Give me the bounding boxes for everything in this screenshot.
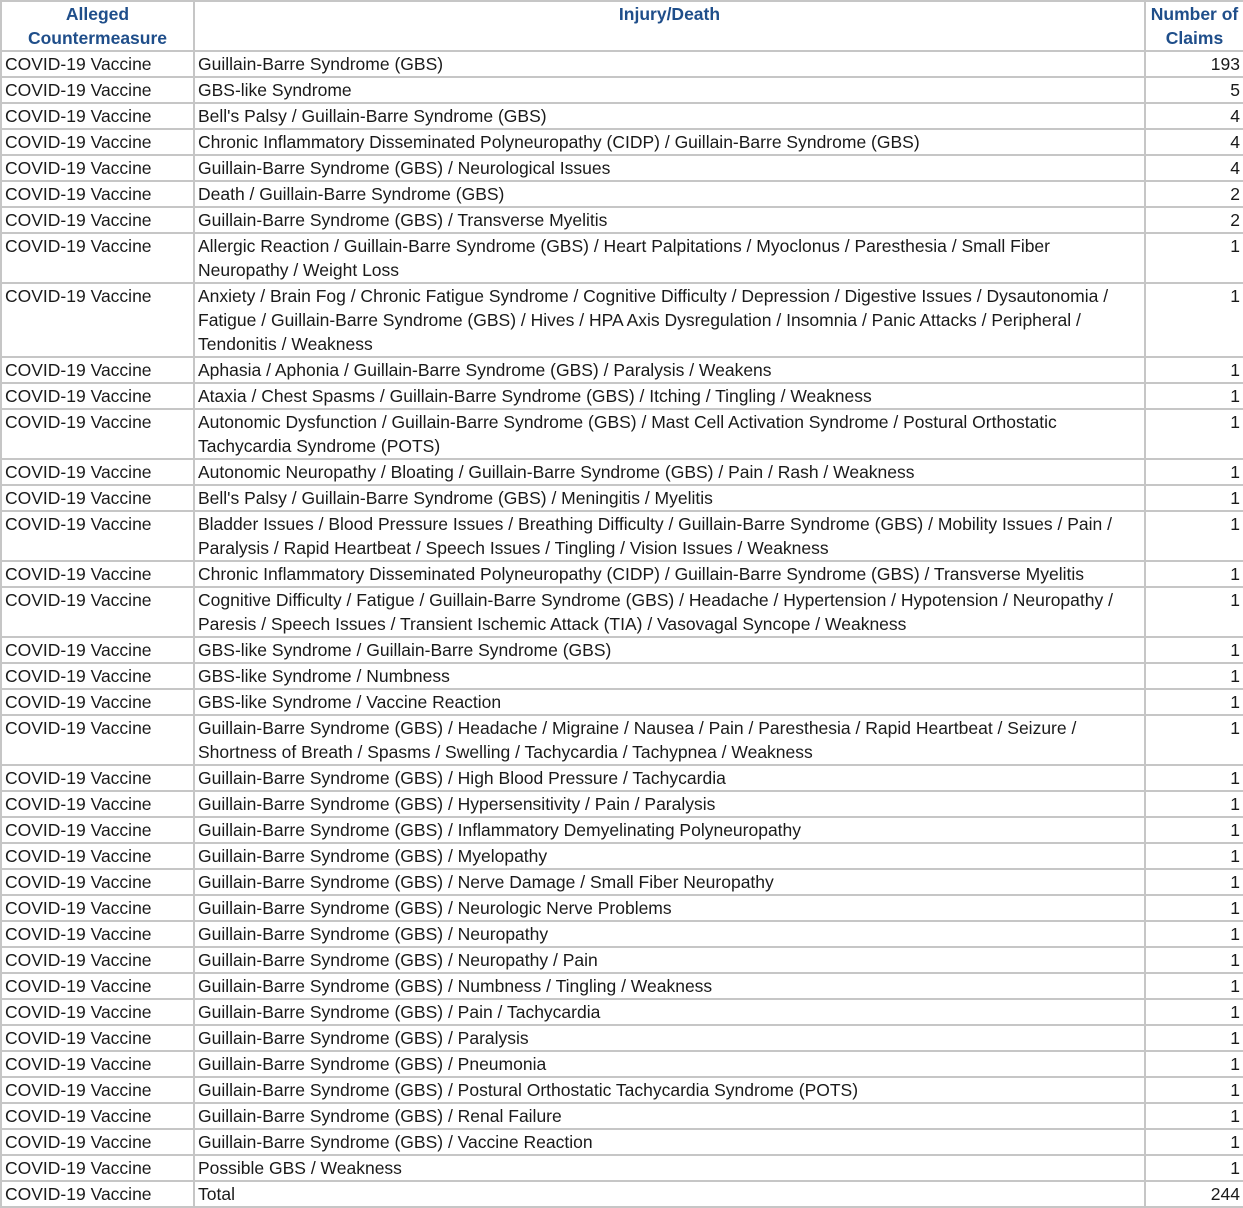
table-row	[1, 511, 1243, 561]
table-row	[1, 587, 1243, 637]
injury-cell: Death / Guillain-Barre Syndrome (GBS)	[194, 181, 1145, 207]
claims-cell: 1	[1145, 511, 1243, 561]
table-row	[1, 1077, 1243, 1103]
claims-cell: 1	[1145, 459, 1243, 485]
table-row	[1, 103, 1243, 129]
injury-cell: Total	[194, 1181, 1145, 1207]
claims-cell: 1	[1145, 791, 1243, 817]
claims-cell: 1	[1145, 765, 1243, 791]
countermeasure-cell: COVID-19 Vaccine	[1, 895, 194, 921]
countermeasure-cell: COVID-19 Vaccine	[1, 1103, 194, 1129]
injury-cell: Guillain-Barre Syndrome (GBS) / Vaccine Reaction	[194, 1129, 1145, 1155]
injury-cell: Guillain-Barre Syndrome (GBS) / Hypersensitivity / Pain / Paralysis	[194, 791, 1145, 817]
claims-cell: 1	[1145, 587, 1243, 637]
countermeasure-cell: COVID-19 Vaccine	[1, 233, 194, 283]
claims-cell: 1	[1145, 817, 1243, 843]
injury-cell: Bladder Issues / Blood Pressure Issues / Breathing Difficulty / Guillain-Barre Syndrome (GBS) / Mobility Issues / Pain / Paralysis / Rapid Heartbeat / Speech Issues / Tingling / Vision Issues / Weakness	[194, 511, 1145, 561]
table-row	[1, 817, 1243, 843]
table-row	[1, 409, 1243, 459]
table-row	[1, 895, 1243, 921]
injury-cell: Chronic Inflammatory Disseminated Polyneuropathy (CIDP) / Guillain-Barre Syndrome (GBS)	[194, 129, 1145, 155]
claims-cell: 1	[1145, 1077, 1243, 1103]
claims-cell: 4	[1145, 103, 1243, 129]
injury-cell: Guillain-Barre Syndrome (GBS) / Postural Orthostatic Tachycardia Syndrome (POTS)	[194, 1077, 1145, 1103]
injury-cell: Guillain-Barre Syndrome (GBS) / Neuropathy	[194, 921, 1145, 947]
table-row	[1, 869, 1243, 895]
claims-cell: 1	[1145, 947, 1243, 973]
claims-cell: 1	[1145, 715, 1243, 765]
claims-cell: 1	[1145, 283, 1243, 357]
countermeasure-cell: COVID-19 Vaccine	[1, 1025, 194, 1051]
table-row	[1, 383, 1243, 409]
countermeasure-cell: COVID-19 Vaccine	[1, 181, 194, 207]
table-row	[1, 283, 1243, 357]
injury-cell: Guillain-Barre Syndrome (GBS) / Nerve Damage / Small Fiber Neuropathy	[194, 869, 1145, 895]
countermeasure-cell: COVID-19 Vaccine	[1, 921, 194, 947]
claims-cell: 1	[1145, 409, 1243, 459]
injury-cell: Allergic Reaction / Guillain-Barre Syndrome (GBS) / Heart Palpitations / Myoclonus / Paresthesia / Small Fiber Neuropathy / Weight Loss	[194, 233, 1145, 283]
countermeasure-cell: COVID-19 Vaccine	[1, 383, 194, 409]
table-row	[1, 129, 1243, 155]
table-row	[1, 1025, 1243, 1051]
countermeasure-cell: COVID-19 Vaccine	[1, 637, 194, 663]
countermeasure-cell: COVID-19 Vaccine	[1, 51, 194, 77]
countermeasure-cell: COVID-19 Vaccine	[1, 129, 194, 155]
table-row	[1, 77, 1243, 103]
countermeasure-cell: COVID-19 Vaccine	[1, 947, 194, 973]
countermeasure-cell: COVID-19 Vaccine	[1, 357, 194, 383]
injury-cell: Guillain-Barre Syndrome (GBS) / Numbness / Tingling / Weakness	[194, 973, 1145, 999]
table-row	[1, 207, 1243, 233]
table-row	[1, 715, 1243, 765]
countermeasure-cell: COVID-19 Vaccine	[1, 207, 194, 233]
claims-cell: 193	[1145, 51, 1243, 77]
table-row	[1, 921, 1243, 947]
countermeasure-cell: COVID-19 Vaccine	[1, 999, 194, 1025]
injury-cell: GBS-like Syndrome	[194, 77, 1145, 103]
countermeasure-cell: COVID-19 Vaccine	[1, 843, 194, 869]
injury-cell: Guillain-Barre Syndrome (GBS) / Pneumonia	[194, 1051, 1145, 1077]
countermeasure-cell: COVID-19 Vaccine	[1, 561, 194, 587]
claims-cell: 1	[1145, 383, 1243, 409]
countermeasure-cell: COVID-19 Vaccine	[1, 155, 194, 181]
countermeasure-cell: COVID-19 Vaccine	[1, 817, 194, 843]
countermeasure-cell: COVID-19 Vaccine	[1, 689, 194, 715]
injury-cell: Guillain-Barre Syndrome (GBS) / Pain / Tachycardia	[194, 999, 1145, 1025]
table-row	[1, 1051, 1243, 1077]
countermeasure-cell: COVID-19 Vaccine	[1, 663, 194, 689]
injury-cell: Guillain-Barre Syndrome (GBS) / Inflammatory Demyelinating Polyneuropathy	[194, 817, 1145, 843]
injury-cell: GBS-like Syndrome / Guillain-Barre Syndrome (GBS)	[194, 637, 1145, 663]
injury-cell: Guillain-Barre Syndrome (GBS) / Renal Failure	[194, 1103, 1145, 1129]
header-injury: Injury/Death	[194, 1, 1145, 51]
claims-cell: 1	[1145, 689, 1243, 715]
injury-cell: Guillain-Barre Syndrome (GBS) / Transverse Myelitis	[194, 207, 1145, 233]
countermeasure-cell: COVID-19 Vaccine	[1, 409, 194, 459]
claims-cell: 1	[1145, 869, 1243, 895]
table-row	[1, 663, 1243, 689]
claims-cell: 1	[1145, 999, 1243, 1025]
injury-cell: Chronic Inflammatory Disseminated Polyneuropathy (CIDP) / Guillain-Barre Syndrome (GBS) / Transverse Myelitis	[194, 561, 1145, 587]
claims-cell: 4	[1145, 129, 1243, 155]
header-claims: Number of Claims	[1145, 1, 1243, 51]
injury-cell: Guillain-Barre Syndrome (GBS) / Neurologic Nerve Problems	[194, 895, 1145, 921]
countermeasure-cell: COVID-19 Vaccine	[1, 869, 194, 895]
injury-cell: Ataxia / Chest Spasms / Guillain-Barre Syndrome (GBS) / Itching / Tingling / Weakness	[194, 383, 1145, 409]
claims-cell: 1	[1145, 561, 1243, 587]
total-row	[1, 1181, 1243, 1207]
injury-cell: Guillain-Barre Syndrome (GBS) / Neuropathy / Pain	[194, 947, 1145, 973]
injury-cell: GBS-like Syndrome / Numbness	[194, 663, 1145, 689]
injury-cell: Bell's Palsy / Guillain-Barre Syndrome (GBS)	[194, 103, 1145, 129]
table-row	[1, 843, 1243, 869]
table-row	[1, 155, 1243, 181]
claims-cell: 1	[1145, 357, 1243, 383]
claims-cell: 4	[1145, 155, 1243, 181]
claims-cell: 1	[1145, 843, 1243, 869]
claims-cell: 1	[1145, 973, 1243, 999]
claims-cell: 2	[1145, 207, 1243, 233]
claims-cell: 1	[1145, 1025, 1243, 1051]
injury-cell: Autonomic Dysfunction / Guillain-Barre Syndrome (GBS) / Mast Cell Activation Syndrome / Postural Orthostatic Tachycardia Syndrome (POTS)	[194, 409, 1145, 459]
claims-cell: 1	[1145, 895, 1243, 921]
table-row	[1, 233, 1243, 283]
table-row	[1, 973, 1243, 999]
claims-cell: 1	[1145, 637, 1243, 663]
countermeasure-cell: COVID-19 Vaccine	[1, 103, 194, 129]
table-row	[1, 459, 1243, 485]
claims-cell: 1	[1145, 663, 1243, 689]
table-row	[1, 791, 1243, 817]
table-row	[1, 999, 1243, 1025]
injury-cell: GBS-like Syndrome / Vaccine Reaction	[194, 689, 1145, 715]
table-row	[1, 637, 1243, 663]
countermeasure-cell: COVID-19 Vaccine	[1, 1129, 194, 1155]
table-body	[1, 51, 1243, 1207]
countermeasure-cell: COVID-19 Vaccine	[1, 765, 194, 791]
countermeasure-cell: COVID-19 Vaccine	[1, 587, 194, 637]
header-row	[1, 1, 1243, 51]
table-row	[1, 561, 1243, 587]
countermeasure-cell: COVID-19 Vaccine	[1, 283, 194, 357]
claims-cell: 1	[1145, 1103, 1243, 1129]
countermeasure-cell: COVID-19 Vaccine	[1, 459, 194, 485]
injury-cell: Guillain-Barre Syndrome (GBS) / High Blood Pressure / Tachycardia	[194, 765, 1145, 791]
injury-cell: Possible GBS / Weakness	[194, 1155, 1145, 1181]
injury-cell: Bell's Palsy / Guillain-Barre Syndrome (GBS) / Meningitis / Myelitis	[194, 485, 1145, 511]
countermeasure-cell: COVID-19 Vaccine	[1, 511, 194, 561]
countermeasure-cell: COVID-19 Vaccine	[1, 715, 194, 765]
countermeasure-cell: COVID-19 Vaccine	[1, 77, 194, 103]
countermeasure-cell: COVID-19 Vaccine	[1, 1181, 194, 1207]
table-row	[1, 1129, 1243, 1155]
injury-cell: Guillain-Barre Syndrome (GBS) / Myelopathy	[194, 843, 1145, 869]
countermeasure-cell: COVID-19 Vaccine	[1, 791, 194, 817]
claims-cell: 1	[1145, 1129, 1243, 1155]
claims-cell: 1	[1145, 1155, 1243, 1181]
table-row	[1, 1103, 1243, 1129]
injury-cell: Cognitive Difficulty / Fatigue / Guillain-Barre Syndrome (GBS) / Headache / Hypertension / Hypotension / Neuropathy / Paresis / Speech Issues / Transient Ischemic Attack (TIA) / Vasovagal Syncope / Weakness	[194, 587, 1145, 637]
countermeasure-cell: COVID-19 Vaccine	[1, 973, 194, 999]
claims-cell: 5	[1145, 77, 1243, 103]
injury-cell: Guillain-Barre Syndrome (GBS) / Headache / Migraine / Nausea / Pain / Paresthesia / Rapid Heartbeat / Seizure / Shortness of Breath / Spasms / Swelling / Tachycardia / Tachypnea / Weakness	[194, 715, 1145, 765]
table-row	[1, 485, 1243, 511]
countermeasure-cell: COVID-19 Vaccine	[1, 485, 194, 511]
table-row	[1, 1155, 1243, 1181]
claims-cell: 1	[1145, 485, 1243, 511]
countermeasure-cell: COVID-19 Vaccine	[1, 1077, 194, 1103]
injury-cell: Anxiety / Brain Fog / Chronic Fatigue Syndrome / Cognitive Difficulty / Depression / Digestive Issues / Dysautonomia / Fatigue / Guillain-Barre Syndrome (GBS) / Hives / HPA Axis Dysregulation / Insomnia / Panic Attacks / Peripheral / Tendonitis / Weakness	[194, 283, 1145, 357]
countermeasure-cell: COVID-19 Vaccine	[1, 1155, 194, 1181]
injury-cell: Guillain-Barre Syndrome (GBS) / Paralysis	[194, 1025, 1145, 1051]
claims-cell: 2	[1145, 181, 1243, 207]
table-row	[1, 765, 1243, 791]
claims-cell: 1	[1145, 1051, 1243, 1077]
header-countermeasure: Alleged Countermeasure	[1, 1, 194, 51]
injury-cell: Guillain-Barre Syndrome (GBS) / Neurological Issues	[194, 155, 1145, 181]
injury-cell: Autonomic Neuropathy / Bloating / Guillain-Barre Syndrome (GBS) / Pain / Rash / Weakness	[194, 459, 1145, 485]
claims-cell: 1	[1145, 233, 1243, 283]
table-row	[1, 689, 1243, 715]
countermeasure-cell: COVID-19 Vaccine	[1, 1051, 194, 1077]
claims-cell: 244	[1145, 1181, 1243, 1207]
table-row	[1, 181, 1243, 207]
injury-cell: Guillain-Barre Syndrome (GBS)	[194, 51, 1145, 77]
table-row	[1, 357, 1243, 383]
claims-cell: 1	[1145, 921, 1243, 947]
table-row	[1, 947, 1243, 973]
injury-cell: Aphasia / Aphonia / Guillain-Barre Syndrome (GBS) / Paralysis / Weakens	[194, 357, 1145, 383]
table-row	[1, 51, 1243, 77]
